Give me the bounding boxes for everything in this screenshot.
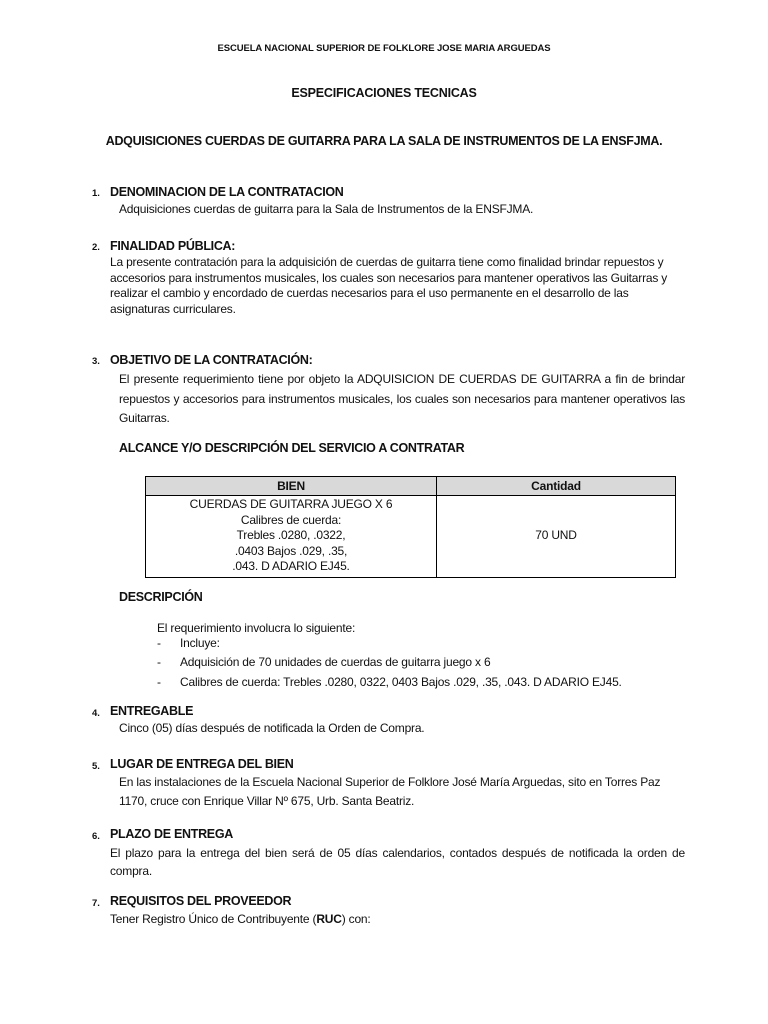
bullet-dash: - [157, 675, 161, 689]
section-2-number: 2. [92, 242, 100, 253]
section-1-text: Adquisiciones cuerdas de guitarra para la Sala de Instrumentos de la ENSFJMA. [119, 202, 534, 216]
section-7-heading: REQUISITOS DEL PROVEEDOR [110, 894, 292, 908]
section-7-text-pre: Tener Registro Único de Contribuyente ( [110, 912, 317, 926]
section-1-heading: DENOMINACION DE LA CONTRATACION [110, 185, 344, 199]
document-subject: ADQUISICIONES CUERDAS DE GUITARRA PARA LA SALA DE INSTRUMENTOS DE LA ENSFJMA. [105, 134, 663, 148]
section-6-heading: PLAZO DE ENTREGA [110, 827, 233, 841]
bullet-dash: - [157, 636, 161, 650]
descripcion-heading: DESCRIPCIÓN [119, 590, 203, 604]
section-4-text: Cinco (05) días después de notificada la Orden de Compra. [119, 721, 425, 735]
section-7-number: 7. [92, 898, 100, 909]
column-header-bien: BIEN [146, 477, 437, 496]
items-table [145, 476, 676, 578]
section-6-number: 6. [92, 831, 100, 842]
section-5-heading: LUGAR DE ENTREGA DEL BIEN [110, 757, 294, 771]
section-2-heading: FINALIDAD PÚBLICA: [110, 239, 236, 253]
section-3-heading: OBJETIVO DE LA CONTRATACIÓN: [110, 353, 313, 367]
section-3-text: El presente requerimiento tiene por objeto la ADQUISICION DE CUERDAS DE GUITARRA a fin de brindar repuestos y accesorios para instrumentos musicales, los cuales son necesarios para mantener operativos las Guitarras. [119, 372, 685, 425]
descripcion-intro: El requerimiento involucra lo siguiente: [157, 621, 356, 635]
section-4-heading: ENTREGABLE [110, 704, 194, 718]
section-6-text: El plazo para la entrega del bien será de 05 días calendarios, contados después de notificada la orden de compra. [110, 846, 685, 878]
bien-line: .0403 Bajos .029, .35, [234, 543, 348, 558]
cell-bien [146, 496, 437, 578]
section-5-text: En las instalaciones de la Escuela Nacional Superior de Folklore José María Arguedas, sito en Torres Paz 1170, cruce con Enrique Villar Nº 675, Urb. Santa Beatriz. [119, 775, 661, 808]
section-7-text [110, 912, 371, 926]
alcance-heading: ALCANCE Y/O DESCRIPCIÓN DEL SERVICIO A CONTRATAR [119, 441, 465, 455]
ruc-label: RUC [316, 912, 342, 926]
list-item: Calibres de cuerda: Trebles .0280, 0322, 0403 Bajos .029, .35, .043. D ADARIO EJ45. [180, 675, 622, 689]
bien-line: Trebles .0280, .0322, [236, 528, 346, 542]
table-row [146, 496, 676, 578]
section-5-number: 5. [92, 761, 100, 772]
bullet-dash: - [157, 655, 161, 669]
section-7-text-post: ) con: [341, 912, 371, 926]
column-header-cantidad: Cantidad [437, 477, 676, 496]
section-2-text: La presente contratación para la adquisición de cuerdas de guitarra tiene como finalidad brindar repuestos y accesorios para instrumentos musicales, los cuales son necesarios para mantener operativos las Guitarras y realizar el cambio y encordado de cuerdas necesarios para el uso permanente en el desarrollo de las asignaturas curriculares. [110, 255, 668, 316]
list-item: Adquisición de 70 unidades de cuerdas de guitarra juego x 6 [180, 655, 491, 669]
cell-cantidad: 70 UND [437, 496, 676, 578]
list-item: Incluye: [180, 636, 220, 650]
section-1-number: 1. [92, 188, 100, 199]
section-4-number: 4. [92, 708, 100, 719]
bien-line: CUERDAS DE GUITARRA JUEGO X 6 [189, 497, 393, 511]
bien-line: .043. D ADARIO EJ45. [232, 559, 350, 573]
section-3-number: 3. [92, 356, 100, 367]
table-header-row [146, 477, 676, 496]
institution-header: ESCUELA NACIONAL SUPERIOR DE FOLKLORE JOSE MARIA ARGUEDAS [217, 43, 551, 54]
bien-line: Calibres de cuerda: [240, 512, 342, 527]
document-title: ESPECIFICACIONES TECNICAS [291, 86, 477, 100]
